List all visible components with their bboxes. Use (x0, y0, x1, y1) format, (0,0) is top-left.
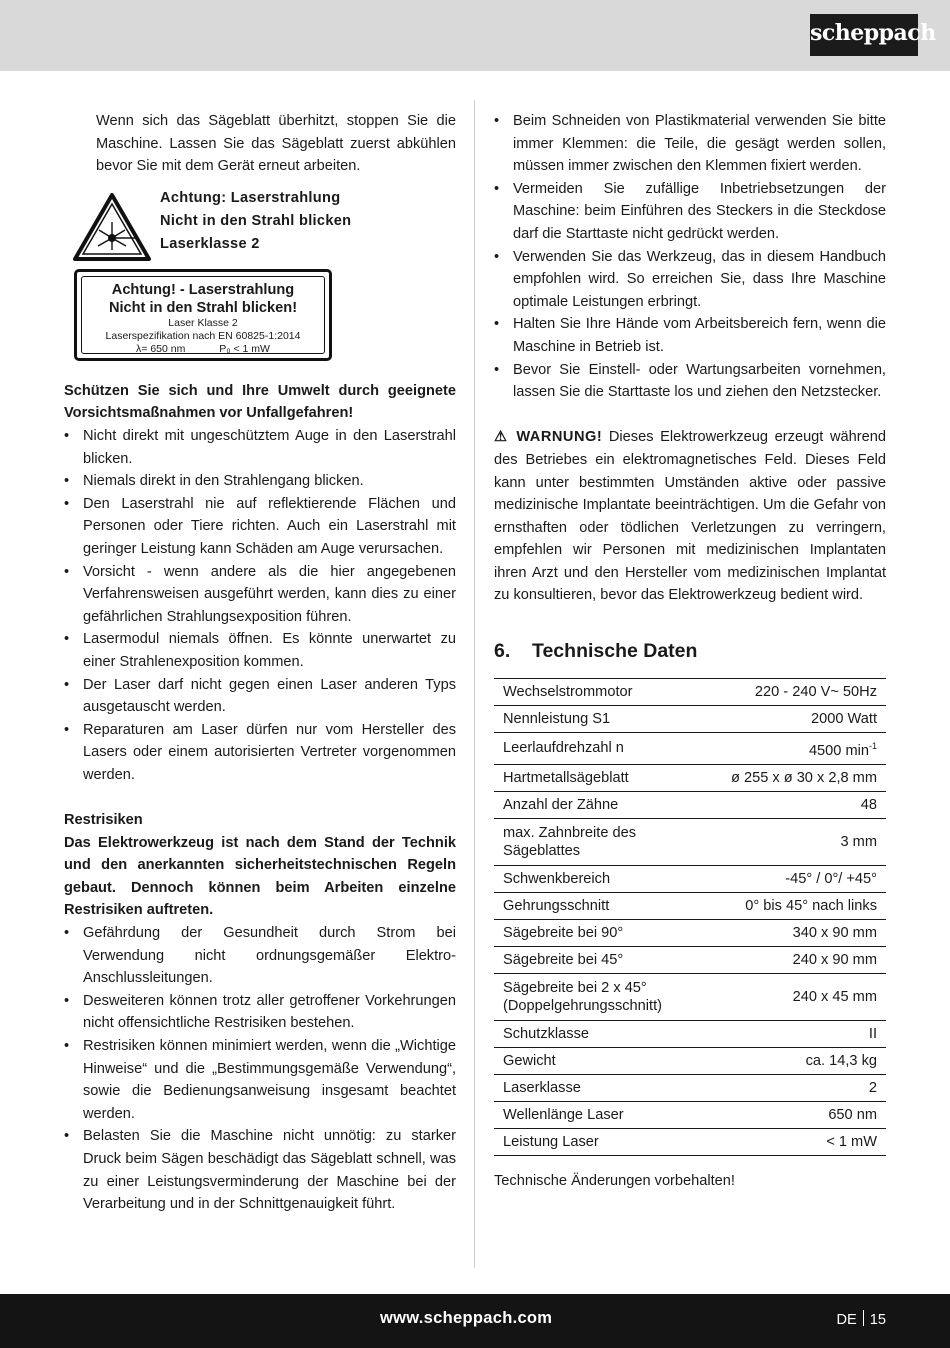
list-item: • Nicht direkt mit ungeschütztem Auge in den Laserstrahl blicken. (64, 427, 456, 467)
residual-risks-intro: Das Elektrowerkzeug ist nach dem Stand der Technik und den anerkannten sicherheitstechnischen Regeln gebaut. Dennoch können beim Arbeiten einzelne Restrisiken auftreten. (64, 834, 456, 919)
spec-label: Sägebreite bei 2 x 45° (Doppelgehrungsschnitt) (494, 973, 722, 1020)
spec-label: Leerlaufdrehzahl n (494, 732, 722, 764)
spec-value: 650 nm (722, 1101, 886, 1128)
list-item: • Vermeiden Sie zufällige Inbetriebsetzungen der Maschine: beim Einführen des Steckers in die Steckdose darf die Starttaste nicht gedrückt werden. (494, 180, 886, 242)
spec-value: < 1 mW (722, 1128, 886, 1155)
section-title (494, 638, 886, 664)
warning-label: WARNUNG! (516, 429, 603, 446)
right-column (494, 110, 886, 1192)
warning-text: Dieses Elektrowerkzeug erzeugt während des Betriebes ein elektromagnetisches Feld. Dieses Feld kann unter bestimmten Umständen aktive oder passive medizinische Implantate beeinträchtigen. Um die Gefahr von ernsthaften oder tödlichen Verletzungen zu verringern, empfehlen wir Personen mit medizinischen Implantaten ihren Arzt und den Hersteller vom medizinischen Implantat zu konsultieren, bevor das Elektrowerkzeug bedient wird. (494, 429, 886, 604)
laser-warning-block (64, 187, 456, 383)
spec-label: max. Zahnbreite des Sägeblattes (494, 818, 722, 865)
spec-value: ca. 14,3 kg (722, 1047, 886, 1074)
list-item: • Lasermodul niemals öffnen. Es könnte unerwartet zu einer Strahlenexposition kommen. (64, 631, 456, 670)
spec-value: 340 x 90 mm (722, 919, 886, 946)
list-item: • Belasten Sie die Maschine nicht unnötig: zu starker Druck beim Sägen beschädigt das Sägeblatt schnell, was zu einer Leistungsverminderung der Maschine bei der Verarbeitung und in der Schnittgenauigkeit führt. (64, 1128, 456, 1213)
spec-value: 220 - 240 V~ 50Hz (722, 678, 886, 705)
table-row (494, 1101, 886, 1128)
label-line (82, 343, 324, 356)
label-line: Nicht in den Strahl blicken! (108, 299, 298, 316)
laser-warning-text (160, 187, 351, 256)
emf-warning-paragraph (494, 426, 886, 607)
safety-list (494, 110, 886, 404)
language-code: DE (836, 1312, 857, 1328)
list-item: • Bevor Sie Einstell- oder Wartungsarbeiten vornehmen, lassen Sie die Starttaste los und ziehen den Netzstecker. (494, 361, 886, 401)
left-column (64, 110, 456, 1216)
residual-risks-title: Restrisiken (64, 812, 143, 829)
label-line: Achtung! - Laserstrahlung (111, 281, 295, 298)
list-item: • Reparaturen am Laser dürfen nur vom Hersteller des Lasers oder einem autorisierten Vertreter vorgenommen werden. (64, 721, 456, 783)
table-row (494, 1074, 886, 1101)
spec-label: Gehrungsschnitt (494, 892, 722, 919)
spec-label: Hartmetallsägeblatt (494, 764, 722, 791)
label-power: P₀ < 1 mW (219, 342, 270, 355)
spec-value: 4500 $\min^{-1}$ (722, 732, 886, 764)
list-item: • Der Laser darf nicht gegen einen Laser anderen Typs ausgetauscht werden. (64, 676, 456, 716)
list-item: • Restrisiken können minimiert werden, wenn die „Wichtige Hinweise“ und die „Bestimmungsgemäße Verwendung“, sowie die Bedienungsanweisung insgesamt beachtet werden. (64, 1038, 456, 1122)
spec-value: 240 x 45 mm (722, 973, 886, 1020)
warning-icon: ⚠ (494, 429, 510, 446)
list-item: • Halten Sie Ihre Hände vom Arbeitsbereich fern, wenn die Maschine in Betrieb ist. (494, 316, 886, 355)
table-row (494, 764, 886, 791)
table-row (494, 865, 886, 892)
spec-value: 0° bis 45° nach links (722, 892, 886, 919)
list-item: • Beim Schneiden von Plastikmaterial verwenden Sie bitte immer Klemmen: die Teile, die gesägt werden sollen, müssen immer zwischen den Klemmen fixiert werden. (494, 113, 886, 175)
scheppach-logo (810, 14, 936, 56)
table-row (494, 678, 886, 705)
column-divider (474, 100, 475, 1268)
spec-label: Wechselstrommotor (494, 678, 722, 705)
spec-label: Anzahl der Zähne (494, 791, 722, 818)
spec-value-superscript: -1 (868, 740, 877, 751)
tech-note: Technische Änderungen vorbehalten! (494, 1172, 735, 1189)
page-number-value: 15 (869, 1312, 886, 1328)
list-item: • Desweiteren können trotz aller getroffener Vorkehrungen nicht offensichtliche Restrisiken bestehen. (64, 992, 456, 1032)
table-row (494, 818, 886, 865)
list-item: • Den Laserstrahl nie auf reflektierende Flächen und Personen oder Tiere richten. Auch ein Laserstrahl mit geringer Leistung kann Schäden am Auge verursachen. (64, 495, 456, 557)
list-item: • Vorsicht - wenn andere als die hier angegebenen Verfahrensweisen ausgeführt werden, kann dies zu einer gefährlichen Strahlungsexposition führen. (64, 563, 456, 625)
residual-risks-list (64, 922, 456, 1216)
spec-label: Nennleistung S1 (494, 705, 722, 732)
protect-list (64, 425, 456, 787)
table-row (494, 1128, 886, 1155)
label-line: Laserspezifikation nach EN 60825-1:2014 (105, 329, 301, 342)
table-row (494, 732, 886, 764)
laser-warning-line: Achtung: Laserstrahlung (160, 189, 341, 206)
spec-value: 240 x 90 mm (722, 946, 886, 973)
section-title-text: Technische Daten (532, 639, 698, 662)
table-row (494, 791, 886, 818)
table-row (494, 1020, 886, 1047)
list-item: • Gefährdung der Gesundheit durch Strom bei Verwendung nicht ordnungsgemäßer Elektro-Anschlussleitungen. (64, 925, 456, 987)
section-number: 6. (494, 639, 511, 662)
table-row (494, 946, 886, 973)
laser-class-label (74, 269, 332, 361)
spec-value: II (722, 1020, 886, 1047)
spec-label: Schwenkbereich (494, 865, 722, 892)
overheat-paragraph: Wenn sich das Sägeblatt überhitzt, stoppen Sie die Maschine. Lassen Sie das Sägeblatt zuerst abkühlen bevor Sie mit dem Gerät erneut arbeiten. (96, 113, 456, 175)
spec-label: Wellenlänge Laser (494, 1101, 722, 1128)
label-line: Laser Klasse 2 (168, 316, 238, 329)
spec-value: 2 (722, 1074, 886, 1101)
laser-warning-triangle-icon (72, 192, 152, 262)
protect-heading: Schützen Sie sich und Ihre Umwelt durch geeignete Vorsichtsmaßnahmen vor Unfallgefahren! (64, 382, 456, 422)
website-link[interactable]: www.scheppach.com (380, 1309, 553, 1327)
spec-label: Sägebreite bei 45° (494, 946, 722, 973)
spec-value: ø 255 x ø 30 x 2,8 mm (722, 764, 886, 791)
table-row (494, 705, 886, 732)
spec-label: Sägebreite bei 90° (494, 919, 722, 946)
spec-value: 48 (722, 791, 886, 818)
table-row (494, 1047, 886, 1074)
laser-warning-line: Laserklasse 2 (160, 235, 260, 252)
page-header (0, 0, 950, 71)
list-item: • Verwenden Sie das Werkzeug, das in diesem Handbuch empfohlen wird. So erreichen Sie, dass Ihre Maschine optimale Leistungen erbringt. (494, 248, 886, 310)
spec-label: Laserklasse (494, 1074, 722, 1101)
page-number (836, 1310, 886, 1328)
spec-label: Gewicht (494, 1047, 722, 1074)
spec-label: Leistung Laser (494, 1128, 722, 1155)
table-row (494, 973, 886, 1020)
spec-label: Schutzklasse (494, 1020, 722, 1047)
page-footer (0, 1294, 950, 1348)
table-row (494, 919, 886, 946)
tech-data-table (494, 678, 886, 1156)
laser-warning-line: Nicht in den Strahl blicken (160, 212, 352, 229)
spec-value: 2000 Watt (722, 705, 886, 732)
spec-value: -45° / 0°/ +45° (722, 865, 886, 892)
label-wavelength: λ= 650 nm (136, 342, 186, 355)
logo-text: scheppach (810, 20, 936, 46)
list-item: • Niemals direkt in den Strahlengang blicken. (64, 473, 364, 490)
spec-value: 3 mm (722, 818, 886, 865)
table-row (494, 892, 886, 919)
